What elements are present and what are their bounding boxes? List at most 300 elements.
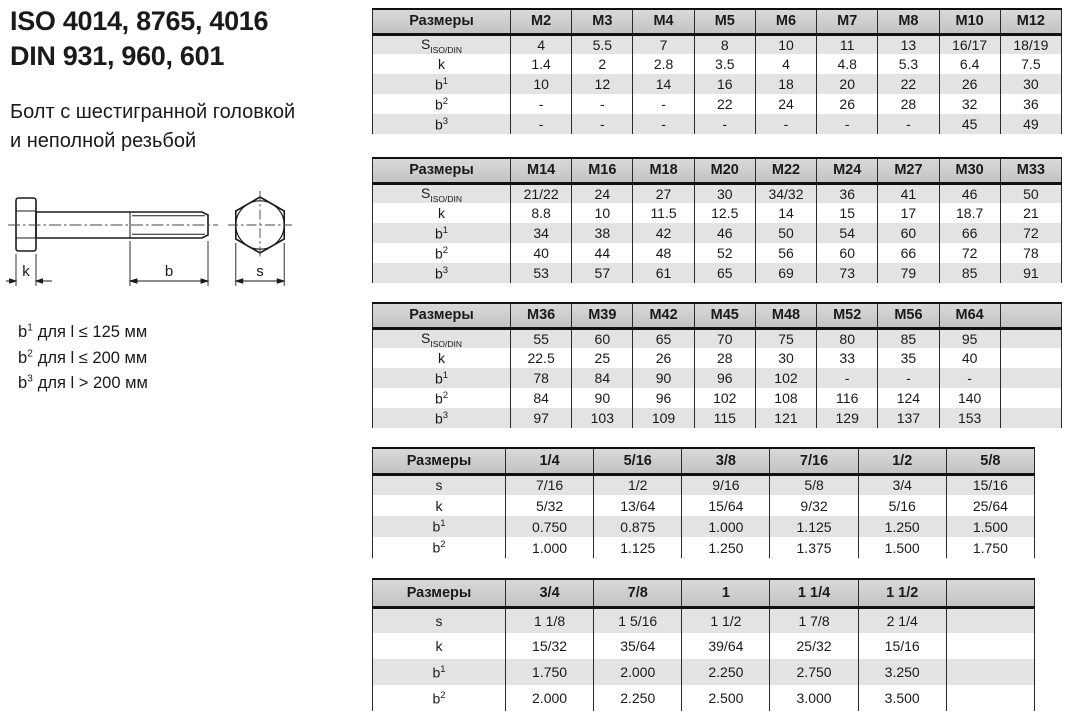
dimension-value: 34/32 xyxy=(755,183,816,203)
dimension-value: 54 xyxy=(817,223,878,243)
table-row xyxy=(373,495,1035,516)
dimension-value: 66 xyxy=(878,243,939,263)
dimension-label: $b^2$ xyxy=(432,539,446,556)
size-header: M20 xyxy=(694,158,755,183)
sizes-column-header: Размеры xyxy=(373,9,511,34)
footnote-sup: 3 xyxy=(27,373,33,385)
size-header: 7/16 xyxy=(770,448,858,474)
table-body xyxy=(373,474,1035,558)
size-header: 5/16 xyxy=(594,448,682,474)
dimension-value: 15/32 xyxy=(506,633,594,659)
dimension-value: 109 xyxy=(633,408,694,428)
dimension-value: 95 xyxy=(939,328,1000,348)
table-row xyxy=(373,368,1062,388)
dimension-value: 34 xyxy=(511,223,572,243)
dimension-label: $b^1$ xyxy=(434,369,449,387)
dimension-value: 18 xyxy=(755,74,816,94)
dimension-value: 96 xyxy=(694,368,755,388)
dimensions-table-m2-m12 xyxy=(372,8,1062,134)
dimension-value: 2.250 xyxy=(682,659,770,685)
table-header-row xyxy=(373,303,1062,328)
dimension-value: 41 xyxy=(878,183,939,203)
dimension-value: 0.875 xyxy=(594,516,682,537)
dimension-value: 90 xyxy=(572,388,633,408)
dimension-value: 30 xyxy=(1000,74,1061,94)
dimension-value: 61 xyxy=(633,263,694,283)
size-header: M64 xyxy=(939,303,1000,328)
footnote-symbol: b xyxy=(18,374,28,393)
dimension-label: k xyxy=(435,638,443,654)
dimension-value: 22.5 xyxy=(511,348,572,368)
bolt-technical-drawing xyxy=(6,188,338,326)
size-header: M8 xyxy=(878,9,939,34)
dimension-value: 1 1/8 xyxy=(506,607,594,633)
table-row xyxy=(373,34,1062,54)
dimension-value: 24 xyxy=(755,94,816,114)
dimension-value: 0.750 xyxy=(506,516,594,537)
dimension-value: 60 xyxy=(572,328,633,348)
dimension-value: 72 xyxy=(1000,223,1061,243)
dimension-value: 20 xyxy=(817,74,878,94)
dimension-label: k xyxy=(438,205,445,222)
dimension-value: 91 xyxy=(1000,263,1061,283)
dimension-value: 15/16 xyxy=(946,474,1034,495)
size-header: 5/8 xyxy=(946,448,1034,474)
dimension-value: - xyxy=(572,94,633,114)
table-header-row xyxy=(373,158,1062,183)
dimension-value: 1.750 xyxy=(946,537,1034,558)
dimension-value: 137 xyxy=(878,408,939,428)
dimension-value: 65 xyxy=(633,328,694,348)
dimension-value: 24 xyxy=(572,183,633,203)
bolt-head-facet-lines xyxy=(16,211,36,238)
footnote-sup: 1 xyxy=(27,322,33,334)
size-header: M16 xyxy=(572,158,633,183)
dimension-value: 52 xyxy=(694,243,755,263)
info-panel xyxy=(10,4,365,156)
dimension-label: k xyxy=(438,56,445,73)
footnote-text: для l > 200 мм xyxy=(37,374,148,393)
dimension-value: 140 xyxy=(939,388,1000,408)
dimension-value: 9/16 xyxy=(682,474,770,495)
empty-cell xyxy=(1000,348,1061,368)
bolt-drawing-svg xyxy=(6,188,338,326)
dimension-value: 1.375 xyxy=(770,537,858,558)
page-title-iso: ISO 4014, 8765, 4016 xyxy=(10,6,269,36)
dimension-value: 26 xyxy=(939,74,1000,94)
dimension-value: 3.250 xyxy=(858,659,946,685)
dimension-value: 78 xyxy=(511,368,572,388)
dimension-value: 2.000 xyxy=(594,659,682,685)
size-header: M30 xyxy=(939,158,1000,183)
dimension-value: 153 xyxy=(939,408,1000,428)
empty-cell xyxy=(946,633,1034,659)
dimension-value: 11.5 xyxy=(633,203,694,223)
table-row xyxy=(373,328,1062,348)
dimension-value: 3.5 xyxy=(694,54,755,74)
k-arrow-left xyxy=(10,279,17,283)
dimension-value: 75 xyxy=(755,328,816,348)
dimension-value: 4.8 xyxy=(817,54,878,74)
dimension-value: 49 xyxy=(1000,114,1061,134)
dimension-value: 1.500 xyxy=(858,537,946,558)
dimension-value: 96 xyxy=(633,388,694,408)
table-body xyxy=(373,328,1062,428)
size-header: 1 xyxy=(682,579,770,607)
footnote-b2 xyxy=(18,346,148,372)
size-header: M4 xyxy=(633,9,694,34)
dimensions-table-inch-small xyxy=(372,447,1035,558)
dimension-value: 121 xyxy=(755,408,816,428)
dimension-value: 69 xyxy=(755,263,816,283)
dimension-value: 7 xyxy=(633,34,694,54)
size-header: M3 xyxy=(572,9,633,34)
dimension-value: 39/64 xyxy=(682,633,770,659)
table-row xyxy=(373,408,1062,428)
dimension-label: k xyxy=(435,497,443,514)
dimension-value: 1.125 xyxy=(594,537,682,558)
dimension-value: 17 xyxy=(878,203,939,223)
dimension-value: 50 xyxy=(755,223,816,243)
dimension-value: 3.500 xyxy=(858,685,946,711)
dimension-value: 72 xyxy=(939,243,1000,263)
dimension-value: 1.125 xyxy=(770,516,858,537)
dimension-value: 3.000 xyxy=(770,685,858,711)
dimension-value: - xyxy=(633,94,694,114)
footnote-symbol: b xyxy=(18,323,28,341)
dimension-value: 4 xyxy=(511,34,572,54)
subtitle xyxy=(10,98,365,156)
dimension-value: - xyxy=(694,114,755,134)
dimension-value: 2 1/4 xyxy=(858,607,946,633)
size-header: M24 xyxy=(817,158,878,183)
footnotes xyxy=(18,320,148,397)
size-header: M14 xyxy=(511,158,572,183)
dimension-value: 3/4 xyxy=(858,474,946,495)
dimension-value: 70 xyxy=(694,328,755,348)
dimension-value: 2.750 xyxy=(770,659,858,685)
s-arrow-right xyxy=(277,279,284,283)
dimension-value: 85 xyxy=(878,328,939,348)
empty-cell xyxy=(946,659,1034,685)
dimension-value: 15/64 xyxy=(682,495,770,516)
dimension-value: 35/64 xyxy=(594,633,682,659)
dimension-value: 30 xyxy=(694,183,755,203)
table-row xyxy=(373,54,1062,74)
dimension-value: 2.500 xyxy=(682,685,770,711)
dimension-value: 84 xyxy=(511,388,572,408)
size-header: M52 xyxy=(817,303,878,328)
dimension-label: $b^2$ xyxy=(434,389,449,407)
dimension-value: 12 xyxy=(572,74,633,94)
dimension-value: 25/64 xyxy=(946,495,1034,516)
dimension-s-label: s xyxy=(256,263,264,280)
dimension-value: 2 xyxy=(572,54,633,74)
dimension-label: $b^1$ xyxy=(434,224,449,242)
size-header: M5 xyxy=(694,9,755,34)
dimension-label: s xyxy=(435,477,443,494)
dimension-value: 46 xyxy=(939,183,1000,203)
size-header: M22 xyxy=(755,158,816,183)
dimension-value: - xyxy=(511,114,572,134)
bolt-end-view xyxy=(228,191,292,259)
sizes-column-header: Размеры xyxy=(373,303,511,328)
s-arrow-left xyxy=(236,279,243,283)
table-head xyxy=(373,579,1035,607)
dimension-value: 7.5 xyxy=(1000,54,1061,74)
dimension-value: 15 xyxy=(817,203,878,223)
dimension-value: 35 xyxy=(878,348,939,368)
table-head xyxy=(373,158,1062,183)
dimension-value: 27 xyxy=(633,183,694,203)
table-row xyxy=(373,203,1062,223)
dimension-value: 2.000 xyxy=(506,685,594,711)
dimension-value: 102 xyxy=(694,388,755,408)
empty-header-cell xyxy=(946,579,1034,607)
sizes-column-header: Размеры xyxy=(373,448,506,474)
dimension-label: k xyxy=(438,350,445,367)
dimension-value: 46 xyxy=(694,223,755,243)
table-header-row xyxy=(373,9,1062,34)
footnote-b1 xyxy=(18,320,148,346)
table-head xyxy=(373,303,1062,328)
dimension-value: 40 xyxy=(511,243,572,263)
dimension-label: $b^1$ xyxy=(432,518,446,535)
footnote-text: для l ≤ 125 мм xyxy=(37,323,148,341)
dimension-value: 5.3 xyxy=(878,54,939,74)
size-header: M45 xyxy=(694,303,755,328)
table-row xyxy=(373,659,1035,685)
dimension-value: 108 xyxy=(755,388,816,408)
dimension-value: 21 xyxy=(1000,203,1061,223)
dimension-value: 103 xyxy=(572,408,633,428)
dimension-value: 1.750 xyxy=(506,659,594,685)
dimension-label: $b^2$ xyxy=(434,95,449,113)
dimension-label: $b^3$ xyxy=(434,409,449,427)
dimension-label: $S_{ISO/DIN}$ xyxy=(421,184,462,204)
dimension-value: 4 xyxy=(755,54,816,74)
dimension-value: 5/32 xyxy=(506,495,594,516)
dimension-value: 18/19 xyxy=(1000,34,1061,54)
size-header: M10 xyxy=(939,9,1000,34)
empty-cell xyxy=(946,607,1034,633)
dimension-value: 6.4 xyxy=(939,54,1000,74)
dimension-label: $b^2$ xyxy=(432,689,446,707)
dimension-value: 90 xyxy=(633,368,694,388)
size-header: 3/8 xyxy=(682,448,770,474)
size-header: M6 xyxy=(755,9,816,34)
dimension-value: 1.500 xyxy=(946,516,1034,537)
dimension-value: 115 xyxy=(694,408,755,428)
dimensions-table-m36-m64 xyxy=(372,302,1062,428)
footnote-symbol: b xyxy=(18,348,28,367)
dimension-value: 85 xyxy=(939,263,1000,283)
table-row xyxy=(373,474,1035,495)
dimension-value: - xyxy=(878,114,939,134)
dimension-value: 5.5 xyxy=(572,34,633,54)
table-row xyxy=(373,223,1062,243)
empty-cell xyxy=(1000,408,1061,428)
table-row xyxy=(373,685,1035,711)
table-row xyxy=(373,183,1062,203)
size-header: 1 1/4 xyxy=(770,579,858,607)
empty-cell xyxy=(946,685,1034,711)
dimension-value: 26 xyxy=(633,348,694,368)
dimension-value: 1.000 xyxy=(506,537,594,558)
dimension-value: 45 xyxy=(939,114,1000,134)
dimension-label: $b^1$ xyxy=(432,663,446,681)
dimension-value: 1 5/16 xyxy=(594,607,682,633)
size-header: M39 xyxy=(572,303,633,328)
table-row xyxy=(373,263,1062,283)
dimension-value: 1 7/8 xyxy=(770,607,858,633)
table-row xyxy=(373,537,1035,558)
dimension-value: 28 xyxy=(694,348,755,368)
dimension-value: 16 xyxy=(694,74,755,94)
size-header: M36 xyxy=(511,303,572,328)
dimension-value: - xyxy=(817,114,878,134)
table-header-row xyxy=(373,448,1035,474)
dimension-value: 30 xyxy=(755,348,816,368)
sizes-column-header: Размеры xyxy=(373,158,511,183)
dimension-value: 15/16 xyxy=(858,633,946,659)
dimension-value: 65 xyxy=(694,263,755,283)
subtitle-line1: Болт с шестигранной головкой xyxy=(10,101,296,124)
dimension-value: 14 xyxy=(633,74,694,94)
bolt-side-view xyxy=(8,198,218,251)
dimension-value: 25 xyxy=(572,348,633,368)
table-row xyxy=(373,114,1062,134)
dimension-value: 1.000 xyxy=(682,516,770,537)
dimension-value: 78 xyxy=(1000,243,1061,263)
dimension-value: - xyxy=(939,368,1000,388)
size-header: M7 xyxy=(817,9,878,34)
dimension-b-label: b xyxy=(164,263,174,280)
dimension-value: 66 xyxy=(939,223,1000,243)
size-header: 1 1/2 xyxy=(858,579,946,607)
size-header: 1/2 xyxy=(858,448,946,474)
dimension-value: 9/32 xyxy=(770,495,858,516)
dimension-value: 13 xyxy=(878,34,939,54)
dimension-value: 97 xyxy=(511,408,572,428)
footnote-b3 xyxy=(18,371,148,397)
k-arrow-right xyxy=(36,279,43,283)
dimension-value: 84 xyxy=(572,368,633,388)
subtitle-line2: и неполной резьбой xyxy=(10,130,197,153)
dimension-value: 116 xyxy=(817,388,878,408)
footnote-sup: 2 xyxy=(27,348,33,360)
dimension-value: 10 xyxy=(572,203,633,223)
table-row xyxy=(373,74,1062,94)
dimension-value: 10 xyxy=(511,74,572,94)
dimension-value: 1/2 xyxy=(594,474,682,495)
dimension-value: 48 xyxy=(633,243,694,263)
size-header: 7/8 xyxy=(594,579,682,607)
dimension-value: 33 xyxy=(817,348,878,368)
dimension-value: - xyxy=(511,94,572,114)
dimension-value: 55 xyxy=(511,328,572,348)
dimension-value: 16/17 xyxy=(939,34,1000,54)
size-header: 1/4 xyxy=(506,448,594,474)
table-body xyxy=(373,607,1035,711)
size-header: M48 xyxy=(755,303,816,328)
dimension-value: 26 xyxy=(817,94,878,114)
dimension-value: 1.4 xyxy=(511,54,572,74)
b-arrow-right xyxy=(201,279,208,283)
empty-cell xyxy=(1000,328,1061,348)
size-header: M2 xyxy=(511,9,572,34)
table-row xyxy=(373,633,1035,659)
dimension-value: 18.7 xyxy=(939,203,1000,223)
table-header-row xyxy=(373,579,1035,607)
dimension-value: 60 xyxy=(817,243,878,263)
table-row xyxy=(373,94,1062,114)
dimension-value: 36 xyxy=(817,183,878,203)
dimension-value: 8.8 xyxy=(511,203,572,223)
dimension-value: 36 xyxy=(1000,94,1061,114)
size-header: M18 xyxy=(633,158,694,183)
dimension-value: 38 xyxy=(572,223,633,243)
dimension-value: 79 xyxy=(878,263,939,283)
dimension-value: - xyxy=(878,368,939,388)
dimension-value: 32 xyxy=(939,94,1000,114)
size-header: M42 xyxy=(633,303,694,328)
sizes-column-header: Размеры xyxy=(373,579,506,607)
dimension-value: 60 xyxy=(878,223,939,243)
empty-cell xyxy=(1000,388,1061,408)
dimension-value: - xyxy=(755,114,816,134)
dimension-value: 8 xyxy=(694,34,755,54)
table-row xyxy=(373,348,1062,368)
dimension-value: 22 xyxy=(694,94,755,114)
dimension-label: s xyxy=(435,612,443,629)
dimension-value: 53 xyxy=(511,263,572,283)
dimension-label: $S_{ISO/DIN}$ xyxy=(421,35,462,55)
dimension-value: 129 xyxy=(817,408,878,428)
dimension-value: 40 xyxy=(939,348,1000,368)
dimension-label: $b^2$ xyxy=(434,244,449,262)
dimension-value: - xyxy=(633,114,694,134)
dimension-value: 5/8 xyxy=(770,474,858,495)
dimension-value: 25/32 xyxy=(770,633,858,659)
dimension-k-label: k xyxy=(22,263,30,280)
dimension-value: 1.250 xyxy=(682,537,770,558)
dimension-value: 5/16 xyxy=(858,495,946,516)
size-header: 3/4 xyxy=(506,579,594,607)
dimension-value: 102 xyxy=(755,368,816,388)
dimension-value: 42 xyxy=(633,223,694,243)
dimension-value: 2.250 xyxy=(594,685,682,711)
table-head xyxy=(373,9,1062,34)
table-body xyxy=(373,34,1062,134)
dimension-value: 124 xyxy=(878,388,939,408)
size-header: M33 xyxy=(1000,158,1061,183)
dimension-value: 12.5 xyxy=(694,203,755,223)
dimension-value: 56 xyxy=(755,243,816,263)
size-header: M12 xyxy=(1000,9,1061,34)
dimension-value: 44 xyxy=(572,243,633,263)
size-header: M56 xyxy=(878,303,939,328)
dimension-value: 50 xyxy=(1000,183,1061,203)
dimensions-table-m14-m33 xyxy=(372,157,1062,283)
dimension-label: $S_{ISO/DIN}$ xyxy=(421,329,462,349)
dimension-value: 2.8 xyxy=(633,54,694,74)
dimension-value: 1 1/2 xyxy=(682,607,770,633)
dimension-label: $b^3$ xyxy=(434,115,449,133)
dimension-label: $b^3$ xyxy=(434,264,449,282)
table-row xyxy=(373,243,1062,263)
table-head xyxy=(373,448,1035,474)
